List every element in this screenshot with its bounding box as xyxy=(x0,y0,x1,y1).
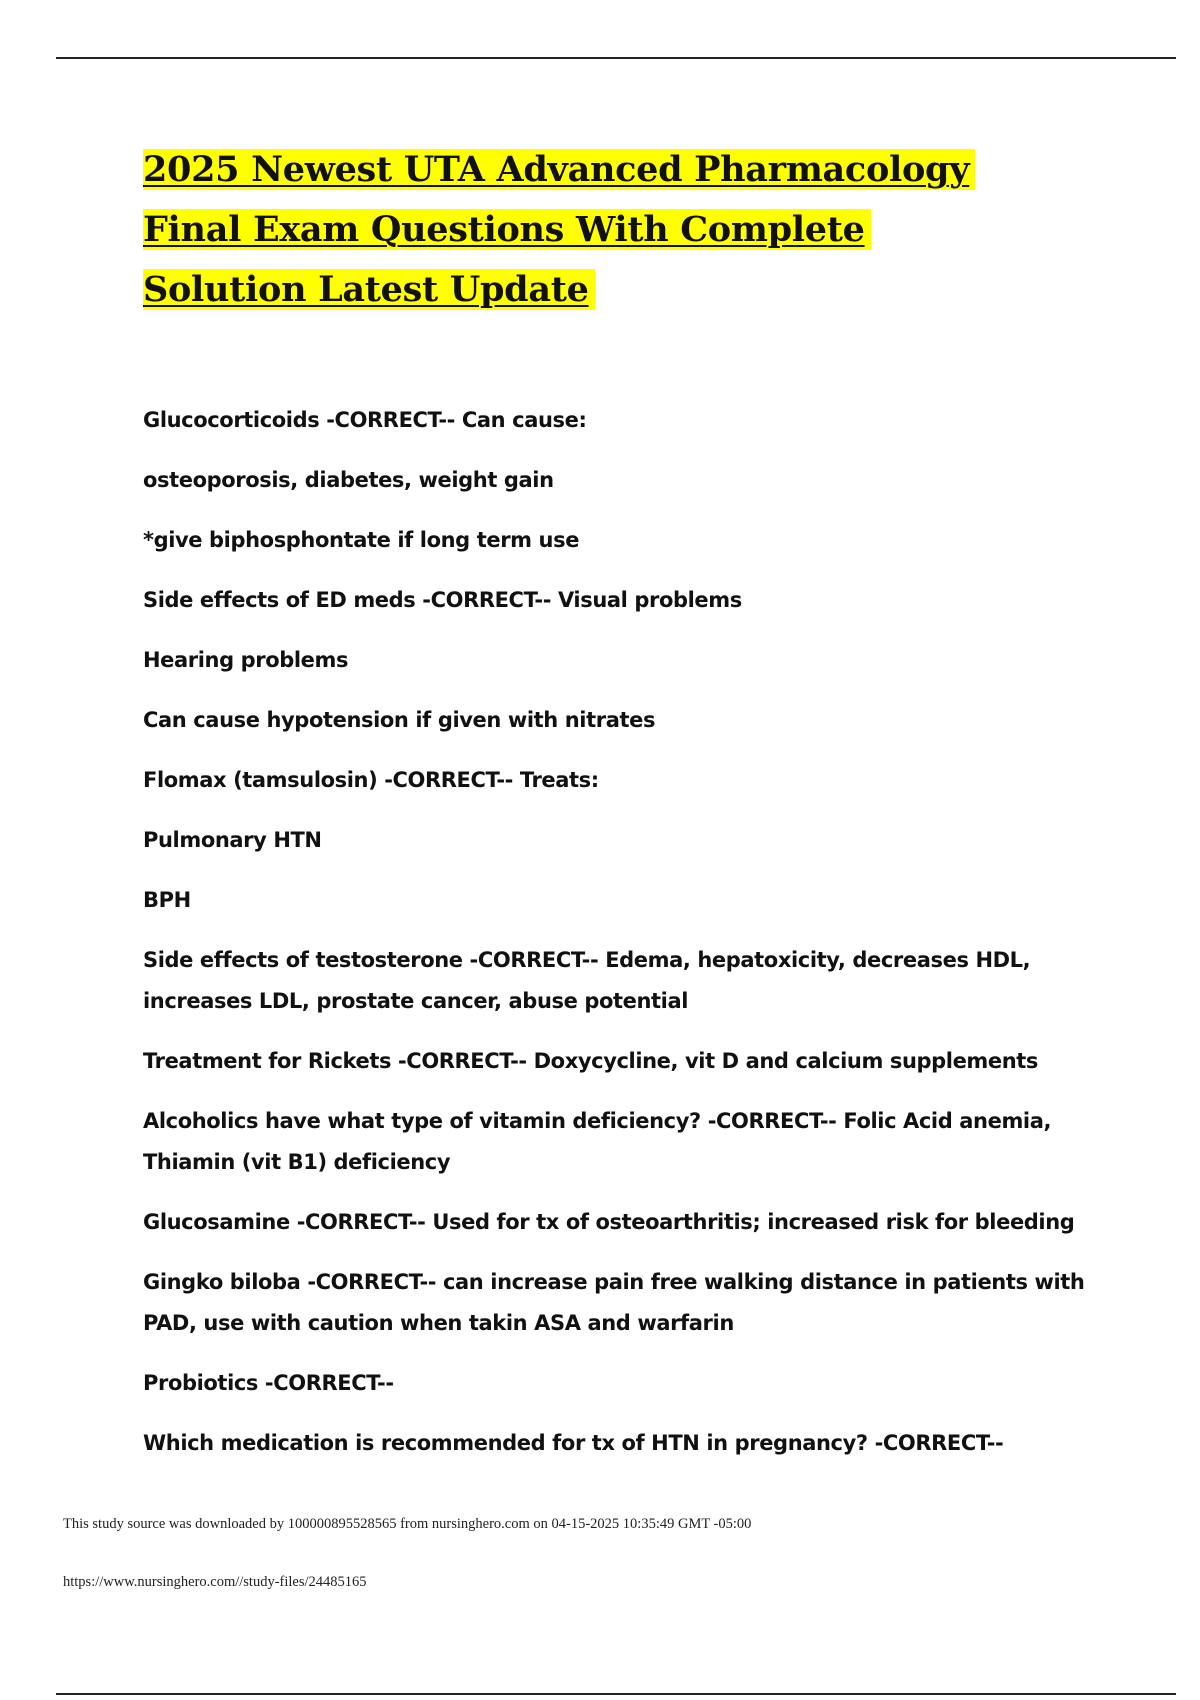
title-line: Solution Latest Update xyxy=(143,260,1093,320)
download-source-note: This study source was downloaded by 100000895528565 from nursinghero.com on 04-15-2025 10:35:49 GMT -05:00 xyxy=(63,1516,752,1532)
qa-entry-gingko: Gingko biloba -CORRECT-- can increase pain free walking distance in patients with PAD, use with caution when takin ASA and warfarin xyxy=(143,1270,1085,1335)
qa-entry-alcoholics: Alcoholics have what type of vitamin deficiency? -CORRECT-- Folic Acid anemia, Thiamin (vit B1) deficiency xyxy=(143,1109,1052,1174)
qa-entry-glucocorticoids: Glucocorticoids -CORRECT-- Can cause: xyxy=(143,408,587,432)
qa-entries xyxy=(143,400,1093,1483)
qa-entry-line: *give biphosphontate if long term use xyxy=(143,528,580,552)
qa-entry-line: Pulmonary HTN xyxy=(143,828,322,852)
title-line: Final Exam Questions With Complete xyxy=(143,200,1093,260)
qa-entry-flomax: Flomax (tamsulosin) -CORRECT-- Treats: xyxy=(143,768,599,792)
qa-entry-line: BPH xyxy=(143,888,191,912)
qa-entry-line: Hearing problems xyxy=(143,648,349,672)
qa-entry-testosterone: Side effects of testosterone -CORRECT-- Edema, hepatoxicity, decreases HDL, increases LDL, prostate cancer, abuse potential xyxy=(143,948,1031,1013)
top-rule xyxy=(56,57,1176,59)
qa-entry-line: osteoporosis, diabetes, weight gain xyxy=(143,468,554,492)
qa-entry-glucosamine: Glucosamine -CORRECT-- Used for tx of osteoarthritis; increased risk for bleeding xyxy=(143,1210,1075,1234)
qa-entry-ed-meds: Side effects of ED meds -CORRECT-- Visual problems xyxy=(143,588,742,612)
title-line: 2025 Newest UTA Advanced Pharmacology xyxy=(143,140,1093,200)
qa-entry-rickets: Treatment for Rickets -CORRECT-- Doxycycline, vit D and calcium supplements xyxy=(143,1049,1039,1073)
bottom-rule xyxy=(56,1693,1176,1695)
qa-entry-htn-pregnancy: Which medication is recommended for tx of HTN in pregnancy? -CORRECT-- xyxy=(143,1431,1004,1455)
qa-entry-line: Can cause hypotension if given with nitrates xyxy=(143,708,656,732)
document-title xyxy=(143,140,1093,320)
source-url: https://www.nursinghero.com//study-files/24485165 xyxy=(63,1574,367,1590)
qa-entry-probiotics: Probiotics -CORRECT-- xyxy=(143,1371,394,1395)
